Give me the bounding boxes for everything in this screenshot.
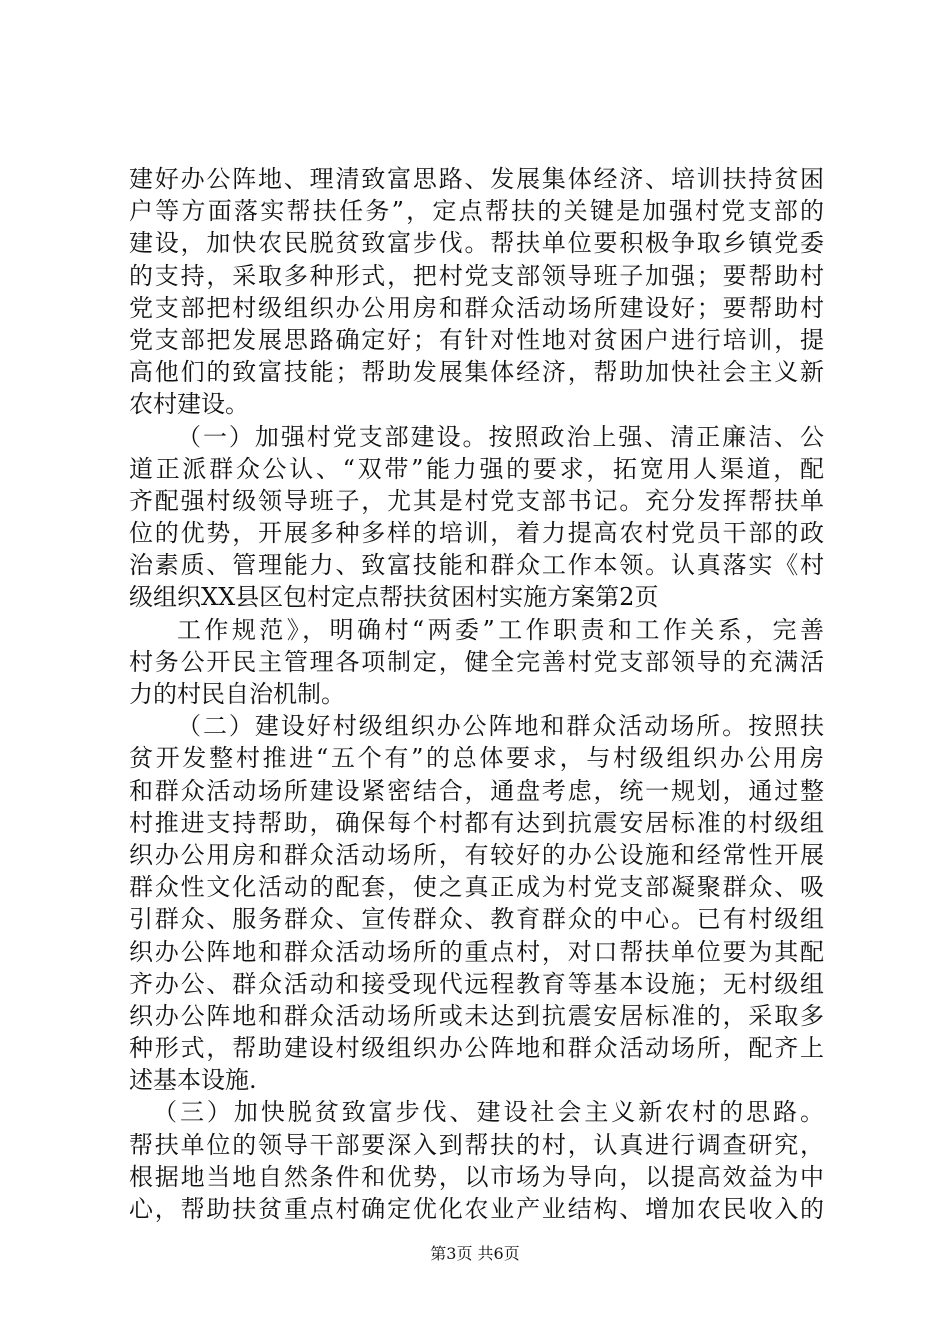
text-line: 的支持，采取多种形式，把村党支部领导班子加强；要帮助村 (129, 261, 824, 290)
text-line: 帮扶单位的领导干部要深入到帮扶的村，认真进行调查研究， (129, 1130, 824, 1159)
text-line: 织办公阵地和群众活动场所的重点村，对口帮扶单位要为其配 (129, 937, 824, 966)
text-line: 建设，加快农民脱贫致富步伐。帮扶单位要积极争取乡镇党委 (129, 229, 824, 258)
text-line: 村推进支持帮助，确保每个村都有达到抗震安居标准的村级组 (129, 808, 824, 837)
text-line: 级组织XX县区包村定点帮扶贫困村实施方案第2页 (129, 583, 659, 612)
text-line: 党支部把村级组织办公用房和群众活动场所建设好；要帮助村 (129, 293, 824, 322)
text-line: 治素质、管理能力、致富技能和群众工作本领。认真落实《村 (129, 551, 824, 580)
text-line: 根据地当地自然条件和优势，以市场为导向，以提高效益为中 (129, 1162, 824, 1191)
text-line: 力的村民自治机制。 (129, 680, 345, 708)
text-line: 齐办公、群众活动和接受现代远程教育等基本设施；无村级组 (129, 969, 824, 998)
page-footer (0, 1244, 950, 1264)
section-heading-line: （一）加强村党支部建设。按照政治上强、清正廉洁、公 (177, 422, 824, 451)
text-line: 引群众、服务群众、宣传群众、教育群众的中心。已有村级组 (129, 905, 824, 934)
text-line: 种形式，帮助建设村级组织办公阵地和群众活动场所，配齐上 (129, 1034, 824, 1063)
text-line: 工作规范》，明确村“两委”工作职责和工作关系，完善 (177, 615, 824, 644)
text-line: 高他们的致富技能；帮助发展集体经济，帮助加快社会主义新 (129, 358, 824, 387)
text-line: 户等方面落实帮扶任务”，定点帮扶的关键是加强村党支部的 (129, 197, 824, 226)
text-line: 齐配强村级领导班子，尤其是村党支部书记。充分发挥帮扶单 (129, 486, 824, 515)
document-body (129, 163, 824, 1225)
text-line: 贫开发整村推进“五个有”的总体要求，与村级组织办公用房 (129, 744, 824, 773)
text-line: 农村建设。 (129, 390, 249, 419)
text-line: 织办公用房和群众活动场所，有较好的办公设施和经常性开展 (129, 840, 824, 869)
text-line: 心，帮助扶贫重点村确定优化农业产业结构、增加农民收入的 (129, 1195, 824, 1223)
text-line: 群众性文化活动的配套，使之真正成为村党支部凝聚群众、吸 (129, 873, 824, 902)
text-line: 村务公开民主管理各项制定，健全完善村党支部领导的充满活 (129, 647, 824, 676)
section-heading-line: （三）加快脱贫致富步伐、建设社会主义新农村的思路。 (153, 1098, 824, 1127)
page-number-label: 第3页 共6页 (430, 1244, 520, 1263)
text-line: 道正派群众公认、“双带”能力强的要求，拓宽用人渠道，配 (129, 454, 824, 483)
section-heading-line: （二）建设好村级组织办公阵地和群众活动场所。按照扶 (177, 712, 824, 741)
text-line: 织办公阵地和群众活动场所或未达到抗震安居标准的，采取多 (129, 1001, 824, 1030)
text-line: 和群众活动场所建设紧密结合，通盘考虑，统一规划，通过整 (129, 776, 824, 805)
text-line: 党支部把发展思路确定好；有针对性地对贫困户进行培训，提 (129, 325, 824, 354)
text-line: 述基本设施. (129, 1066, 257, 1095)
text-line: 位的优势，开展多种多样的培训，着力提高农村党员干部的政 (129, 519, 824, 548)
text-line: 建好办公阵地、理清致富思路、发展集体经济、培训扶持贫困 (129, 165, 824, 193)
